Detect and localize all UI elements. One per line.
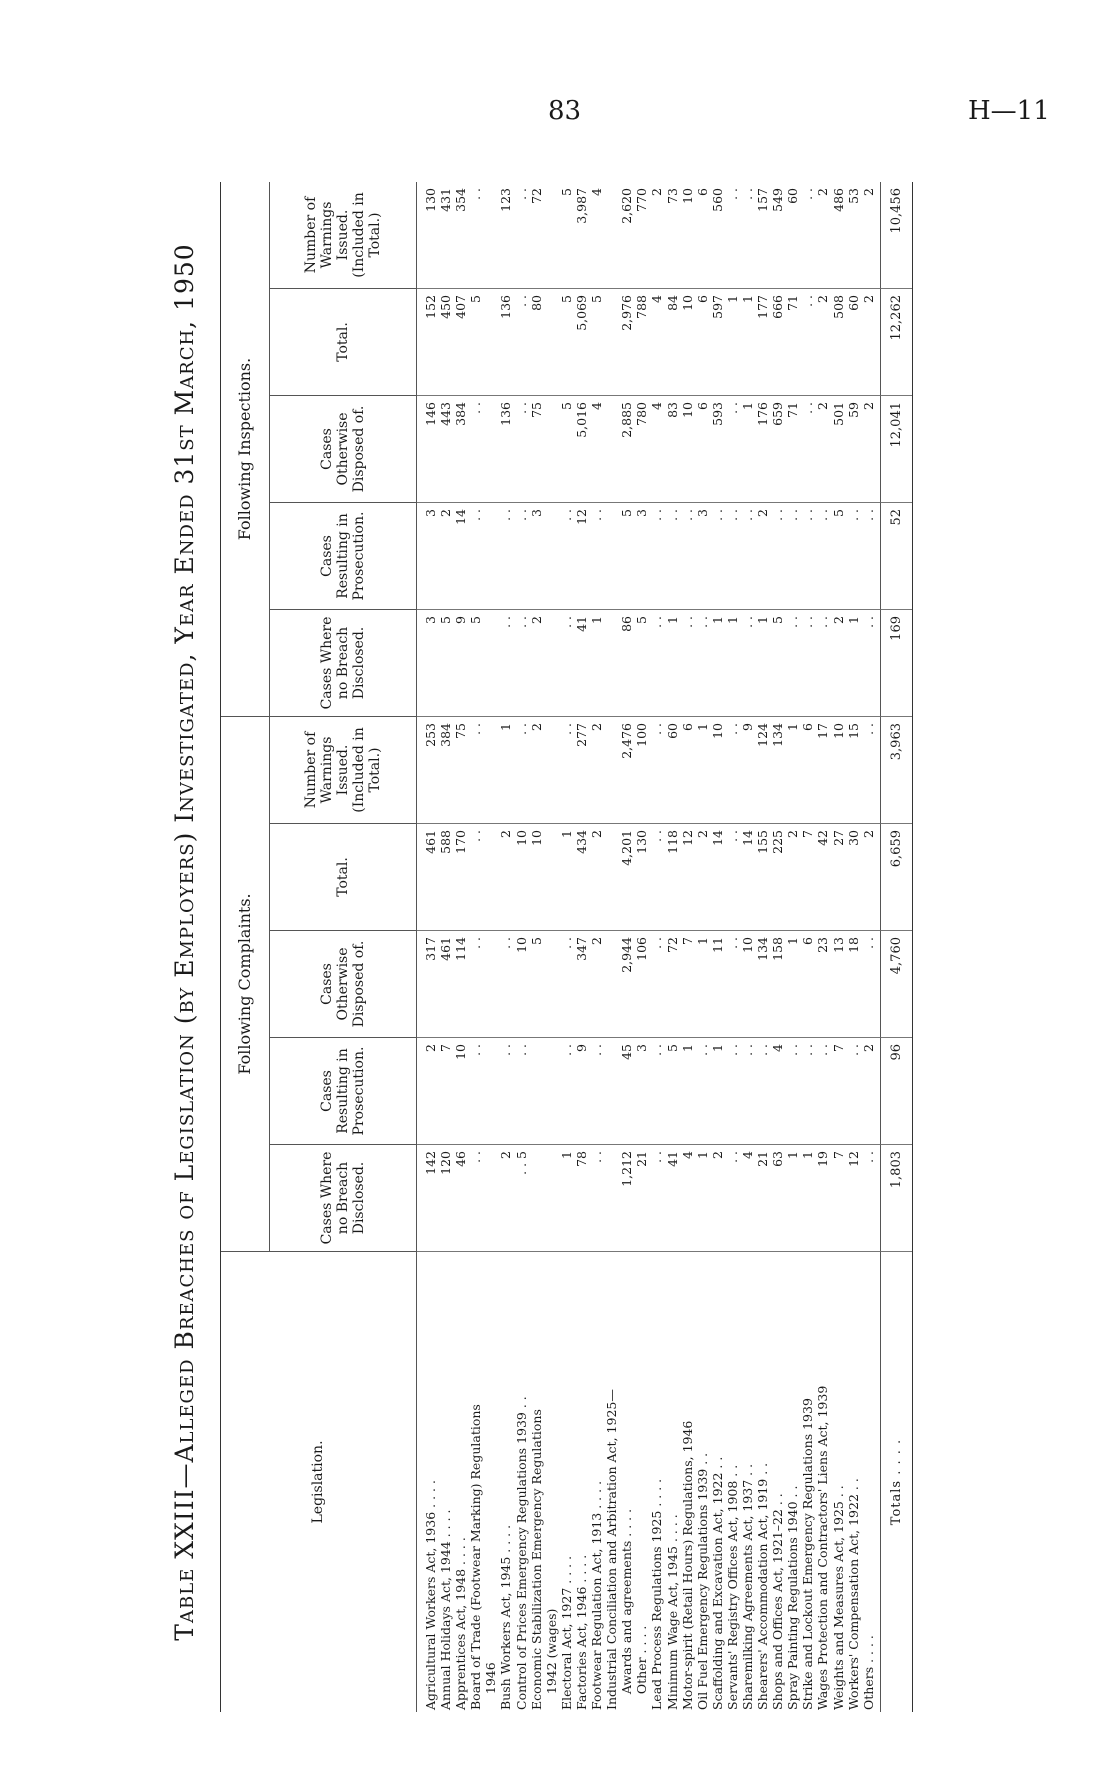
inspections-prosecution-column: 3 2 14 . . . . . . 3 . . 12 . . 5 3 . . . . . . 3 . . . . . . 2 . . . . . . . . 5 . . . .	[417, 503, 880, 610]
complaints-prosecution-column: 2 7 10 . . . . . . . . 9 . . 45 3 . . 5 1 . . 1 . . . . . . 4 . . . . . . 7 . . 2	[417, 1038, 880, 1145]
totals-label: Totals . . . .	[880, 1252, 912, 1712]
total-inspections-total: 12,262	[880, 289, 912, 396]
page-reference: H—11	[968, 96, 1050, 126]
header-complaints-otherwise: Cases Otherwise Disposed of.	[270, 931, 417, 1038]
header-inspections-total: Total.	[270, 289, 417, 396]
complaints-no-breach-column: 142 120 46 . . 2 . . 5 1 78 . . 1,212 21 . . 41 4 1 2 . . 4 21 63 1 1 19 7 12 . .	[417, 1145, 880, 1252]
header-complaints-warnings: Number of Warnings Issued. (Included in Total.)	[270, 717, 417, 824]
total-inspections-otherwise: 12,041	[880, 396, 912, 503]
inspections-total-column: 152 450 407 5 136 . . 80 5 5,069 5 2,976 788 4 84 10 6 597 1 1 177 666 71 . . 2 508 60 2	[417, 289, 880, 396]
header-inspections-otherwise: Cases Otherwise Disposed of.	[270, 396, 417, 503]
inspections-otherwise-column: 146 443 384 . . 136 . . 75 5 5,016 4 2,885 780 4 83 10 6 593 . . 1 176 659 71 . . 2 501 59 2	[417, 396, 880, 503]
header-group-inspections: Following Inspections.	[221, 182, 270, 717]
total-complaints-total: 6,659	[880, 824, 912, 931]
page-number: 83	[548, 96, 582, 126]
header-group-complaints: Following Complaints.	[221, 717, 270, 1252]
breaches-table	[220, 182, 913, 1712]
legislation-column: Agricultural Workers Act, 1936 . . . . Annual Holidays Act, 1944 . . . . Apprentices Act, 1948 . . . . Board of Trade (Footwear Marking) Regulations 1946 Bush Workers Act, 1945 . . . . Control of Prices Emergency Regulations 1939 . . Economic Stabilization Emergency Regulations 1942 (wages) Electoral Act, 1927 . . . . Factories Act, 1946 . . . . Footwear Regulation Act, 1913 . . . . Industrial Conciliation and Arbitration Act, 1925— Awards and agreements . . . . Other . . . . Lead Process Regulations 1925 . . . . Minimum Wage Act, 1945 . . . . Motor-spirit (Retail Hours) Regulations, 1946 Oil Fuel Emergency Regulations 1939 . . Scaffolding and Excavation Act, 1922 . . Servants' Registry Offices Act, 1908 . . Sharemilking Agreements Act, 1937 . . Shearers' Accommodation Act, 1919 . . Shops and Offices Act, 1921–22 . . Spray Painting Regulations 1940 . . Strike and Lockout Emergency Regulations 1939 Wages Protection and Contractors' Liens Act, 1939 Weights and Measures Act, 1925 . . Workers' Compensation Act, 1922 . . Others . . . .	[423, 1385, 876, 1710]
header-inspections-prosecution: Cases Resulting in Prosecution.	[270, 503, 417, 610]
header-legislation: Legislation.	[221, 1252, 417, 1712]
complaints-otherwise-column: 317 461 114 . . . . 10 5 . . 347 2 2,944 106 . . 72 7 1 11 . . 10 134 158 1 6 23 13 18 . .	[417, 931, 880, 1038]
total-inspections-no-breach: 169	[880, 610, 912, 717]
header-inspections-warnings: Number of Warnings Issued. (Included in Total.)	[270, 182, 417, 289]
rotated-table-page	[170, 172, 1060, 1712]
total-complaints-otherwise: 4,760	[880, 931, 912, 1038]
inspections-no-breach-column: 3 5 9 5 . . . . 2 . . 41 1 86 5 . . 1 . . . . 1 1 . . 1 5 . . . . . . 2 1 . .	[417, 610, 880, 717]
total-complaints-no-breach: 1,803	[880, 1145, 912, 1252]
header-complaints-total: Total.	[270, 824, 417, 931]
header-complaints-prosecution: Cases Resulting in Prosecution.	[270, 1038, 417, 1145]
total-complaints-warnings: 3,963	[880, 717, 912, 824]
total-complaints-prosecution: 96	[880, 1038, 912, 1145]
complaints-warnings-column: 253 384 75 . . 1 . . 2 . . 277 2 2,476 100 . . 60 6 1 10 . . 9 124 134 1 6 17 10 15 . .	[417, 717, 880, 824]
total-inspections-warnings: 10,456	[880, 182, 912, 289]
complaints-total-column: 461 588 170 . . 2 10 10 1 434 2 4,201 130 . . 118 12 2 14 . . 14 155 225 2 7 42 27 30 2	[417, 824, 880, 931]
inspections-warnings-column: 130 431 354 . . 123 . . 72 5 3,987 4 2,620 770 2 73 10 6 560 . . . . 157 549 60 . . 2 486 53 2	[417, 182, 880, 289]
total-inspections-prosecution: 52	[880, 503, 912, 610]
table-title: Table XXIII—Alleged Breaches of Legislation (by Employers) Investigated, Year Ended 31st March, 1950	[170, 243, 199, 1641]
header-complaints-no-breach: Cases Where no Breach Disclosed.	[270, 1145, 417, 1252]
header-inspections-no-breach: Cases Where no Breach Disclosed.	[270, 610, 417, 717]
